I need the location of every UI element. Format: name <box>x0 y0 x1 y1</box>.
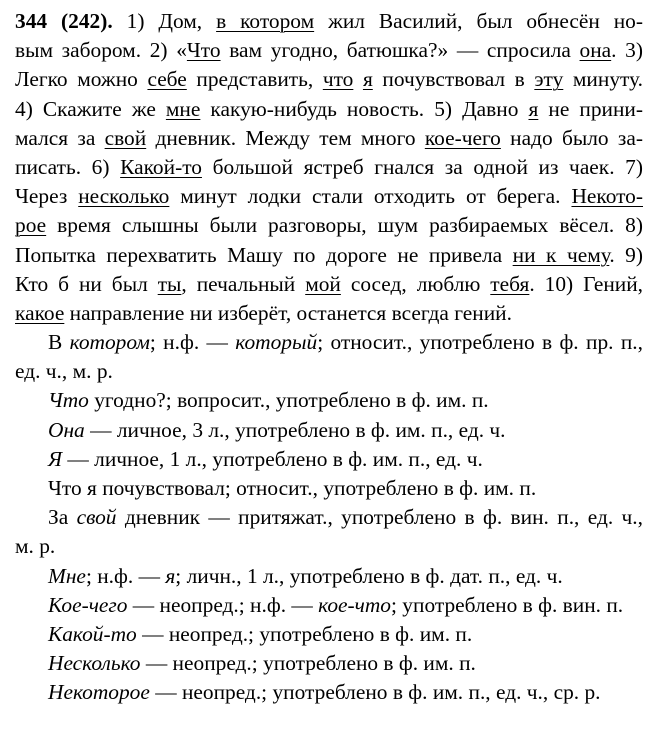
underlined-word: ты <box>157 271 182 296</box>
underlined-word: какое <box>15 300 65 325</box>
text-run: — личное, 1 л., употреблено в ф. им. п., ед. ч. <box>62 446 483 471</box>
exercise-text <box>15 7 643 328</box>
underlined-word: эту <box>534 67 564 92</box>
text-run: . 3) <box>611 38 643 63</box>
underlined-word: Что <box>186 38 221 63</box>
text-run: — неопред.; н.ф. — <box>127 592 319 617</box>
underlined-word: мне <box>165 96 201 121</box>
text-run: 4) Скажите же <box>15 96 166 121</box>
italic-word: я <box>165 563 176 588</box>
exercise-line <box>15 153 643 182</box>
text-run: ; н.ф. — <box>149 330 236 355</box>
text-run: м. р. <box>15 534 56 559</box>
underlined-word: она <box>579 38 612 63</box>
underlined-word: в котором <box>216 9 315 33</box>
analysis-line <box>15 386 643 415</box>
analysis-line <box>15 649 643 678</box>
text-run: не прини- <box>538 96 643 121</box>
analysis-line <box>15 328 643 357</box>
italic-word: который <box>235 330 318 355</box>
italic-word: Несколько <box>48 651 141 676</box>
exercise-line <box>15 241 643 270</box>
text-run: мался за <box>15 125 105 150</box>
text-run: время слышны были разговоры, шум разбираемых вёсел. 8) <box>46 213 643 238</box>
text-run: В <box>48 330 70 355</box>
text-run: Через <box>15 184 79 209</box>
text-run: . 10) Гений, <box>529 271 644 296</box>
text-run: ; н.ф. — <box>85 563 166 588</box>
text-run: Кто б ни был <box>15 271 158 296</box>
text-run: вам угодно, батюшка?» — спросила <box>220 38 580 63</box>
exercise-line <box>15 7 643 36</box>
analysis-line <box>15 503 643 532</box>
text-run: дневник. Между тем много <box>146 125 425 150</box>
text-run: надо было за- <box>500 125 643 150</box>
exercise-line <box>15 182 643 211</box>
underlined-word: Некото- <box>571 184 643 209</box>
text-run: сосед, люблю <box>340 271 491 296</box>
italic-word: Она <box>48 417 85 442</box>
text-run: почувствовал в <box>372 67 535 92</box>
underlined-word: рое <box>15 213 47 238</box>
italic-word: котором <box>69 330 150 355</box>
text-run: вым забором. 2) « <box>15 38 187 63</box>
text-run: какую-нибудь новость. 5) Давно <box>200 96 529 121</box>
text-run: Попытка перехватить Машу по дороге не привела <box>15 242 513 267</box>
analysis-line <box>15 678 643 707</box>
underlined-word: Какой-то <box>120 154 202 179</box>
italic-word: кое-что <box>318 592 392 617</box>
text-run: — неопред.; употреблено в ф. им. п. <box>140 651 476 676</box>
text-run: дневник — притяжат., употреблено в ф. вин. п., ед. ч., <box>116 505 644 530</box>
italic-word: Я <box>48 446 63 471</box>
underlined-word: мой <box>305 271 341 296</box>
underlined-word: свой <box>104 125 147 150</box>
text-run: ед. ч., м. р. <box>15 359 113 384</box>
text-run: направление ни изберёт, останется всегда гений. <box>64 300 512 325</box>
exercise-number: 344 (242). <box>15 9 113 33</box>
underlined-word: тебя <box>490 271 530 296</box>
text-run: минуту. <box>563 67 643 92</box>
underlined-word: себе <box>147 67 187 92</box>
analysis-line <box>15 620 643 649</box>
underlined-word: несколько <box>78 184 170 209</box>
analysis-line <box>15 445 643 474</box>
text-run: . 9) <box>609 242 643 267</box>
exercise-line <box>15 36 643 65</box>
analysis-line <box>15 562 643 591</box>
italic-word: свой <box>76 505 117 530</box>
exercise-line <box>15 65 643 94</box>
text-run: Легко можно <box>15 67 148 92</box>
text-run <box>353 67 363 91</box>
text-run: угодно?; вопросит., употреблено в ф. им. п. <box>88 388 489 413</box>
analysis-line <box>15 416 643 445</box>
underlined-word: я <box>362 67 373 92</box>
analysis-line <box>15 357 643 386</box>
exercise-line <box>15 299 643 328</box>
exercise-line <box>15 95 643 124</box>
italic-word: Мне <box>48 563 86 588</box>
text-run: — неопред.; употреблено в ф. им. п., ед. ч., ср. р. <box>149 680 601 705</box>
text-run: 1) Дом, <box>112 9 217 33</box>
text-run: минут лодки стали отходить от берега. <box>169 184 572 209</box>
analysis-text <box>15 328 643 707</box>
text-run: Что я почувствовал; относит., употреблено в ф. им. п. <box>48 476 537 500</box>
italic-word: Кое-чего <box>48 592 128 617</box>
text-run: ; относит., употреблено в ф. пр. п., <box>317 330 643 355</box>
exercise-line <box>15 270 643 299</box>
text-run: представить, <box>186 67 323 92</box>
text-run: писать. 6) <box>15 154 121 179</box>
underlined-word: ни к чему <box>512 242 610 267</box>
analysis-line <box>15 474 643 503</box>
text-run: — личное, 3 л., употреблено в ф. им. п., ед. ч. <box>84 417 506 442</box>
italic-word: Какой-то <box>48 621 137 646</box>
text-run: ; личн., 1 л., употреблено в ф. дат. п., ед. ч. <box>175 563 563 588</box>
text-run: ; употреблено в ф. вин. п. <box>391 592 624 617</box>
underlined-word: кое-чего <box>424 125 501 150</box>
italic-word: Что <box>48 388 89 413</box>
italic-word: Некоторое <box>48 680 150 705</box>
exercise-line <box>15 124 643 153</box>
underlined-word: я <box>528 96 539 121</box>
text-run: , печальный <box>181 271 306 296</box>
analysis-line <box>15 591 643 620</box>
text-run: — неопред.; употреблено в ф. им. п. <box>136 621 473 646</box>
underlined-word: что <box>322 67 354 92</box>
text-run: большой ястреб гнался за одной из чаек. 7) <box>201 154 643 179</box>
exercise-line <box>15 211 643 240</box>
text-run: За <box>48 505 77 530</box>
analysis-line <box>15 532 643 561</box>
text-run: жил Василий, был обнесён но- <box>314 9 644 33</box>
